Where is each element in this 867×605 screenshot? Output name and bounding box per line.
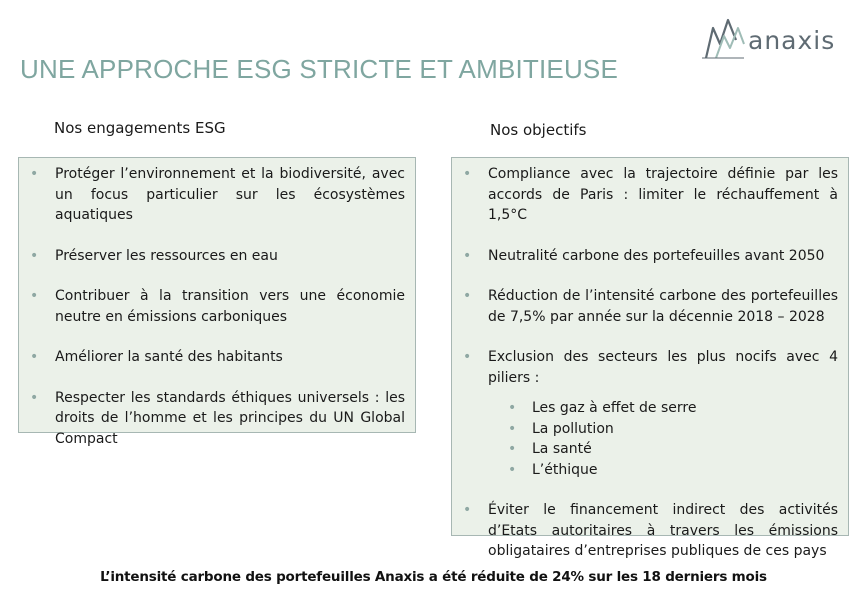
pillar-item: • L’éthique bbox=[488, 460, 838, 481]
bullet-icon: • bbox=[508, 400, 517, 416]
list-item: • Améliorer la santé des habitants bbox=[27, 347, 405, 368]
bullet-icon: • bbox=[30, 247, 39, 264]
pillars-list bbox=[488, 398, 838, 480]
pillar-item: • La pollution bbox=[488, 419, 838, 440]
list-item: • Respecter les standards éthiques universels : les droits de l’homme et les principes du UN Global Compact bbox=[30, 389, 405, 447]
bullet-icon: • bbox=[463, 502, 472, 518]
bullet-icon: • bbox=[30, 166, 39, 182]
anaxis-mountain-icon bbox=[698, 14, 746, 60]
bullet-icon: • bbox=[463, 166, 472, 182]
page-title: UNE APPROCHE ESG STRICTE ET AMBITIEUSE bbox=[20, 54, 619, 84]
brand-name: anaxis bbox=[748, 26, 836, 55]
list-item: • Éviter le financement indirect des activités d’Etats autoritaires à travers les émissions obligataires d’entreprises publiques de ces pays bbox=[463, 502, 838, 559]
list-item: • Contribuer à la transition vers une économie neutre en émissions carboniques bbox=[30, 288, 405, 325]
bullet-icon: • bbox=[30, 349, 39, 365]
engagements-box bbox=[18, 157, 416, 447]
objectives-box bbox=[451, 157, 849, 559]
left-column-heading: Nos engagements ESG bbox=[54, 119, 226, 137]
pillar-item: • Les gaz à effet de serre bbox=[488, 398, 838, 419]
bullet-icon: • bbox=[463, 349, 472, 365]
list-item: • Réduction de l’intensité carbone des portefeuilles de 7,5% par année sur la décennie 2018 – 2028 bbox=[463, 288, 838, 325]
list-item: • Exclusion des secteurs les plus nocifs avec 4 piliers : • Les gaz à effet de serre • La pollution • La santé • L’éthique bbox=[460, 347, 838, 480]
pillar-item: • La santé bbox=[488, 439, 838, 460]
list-item: • Compliance avec la trajectoire définie par les accords de Paris : limiter le réchauffement à 1,5°C bbox=[463, 166, 838, 223]
bullet-icon: • bbox=[463, 247, 472, 264]
footer-statement: L’intensité carbone des portefeuilles Anaxis a été réduite de 24% sur les 18 derniers mois bbox=[100, 569, 767, 585]
right-column-heading: Nos objectifs bbox=[490, 121, 587, 139]
bullet-icon: • bbox=[30, 389, 39, 406]
list-item: • Protéger l’environnement et la biodiversité, avec un focus particulier sur les écosystèmes aquatiques bbox=[30, 166, 405, 223]
bullet-icon: • bbox=[463, 288, 472, 304]
bullet-icon: • bbox=[508, 420, 517, 437]
brand-logo bbox=[698, 14, 858, 60]
bullet-icon: • bbox=[508, 461, 517, 478]
bullet-icon: • bbox=[30, 288, 39, 304]
bullet-icon: • bbox=[508, 441, 517, 457]
list-item: • Préserver les ressources en eau bbox=[27, 246, 405, 267]
list-item: • Neutralité carbone des portefeuilles avant 2050 bbox=[460, 246, 838, 267]
